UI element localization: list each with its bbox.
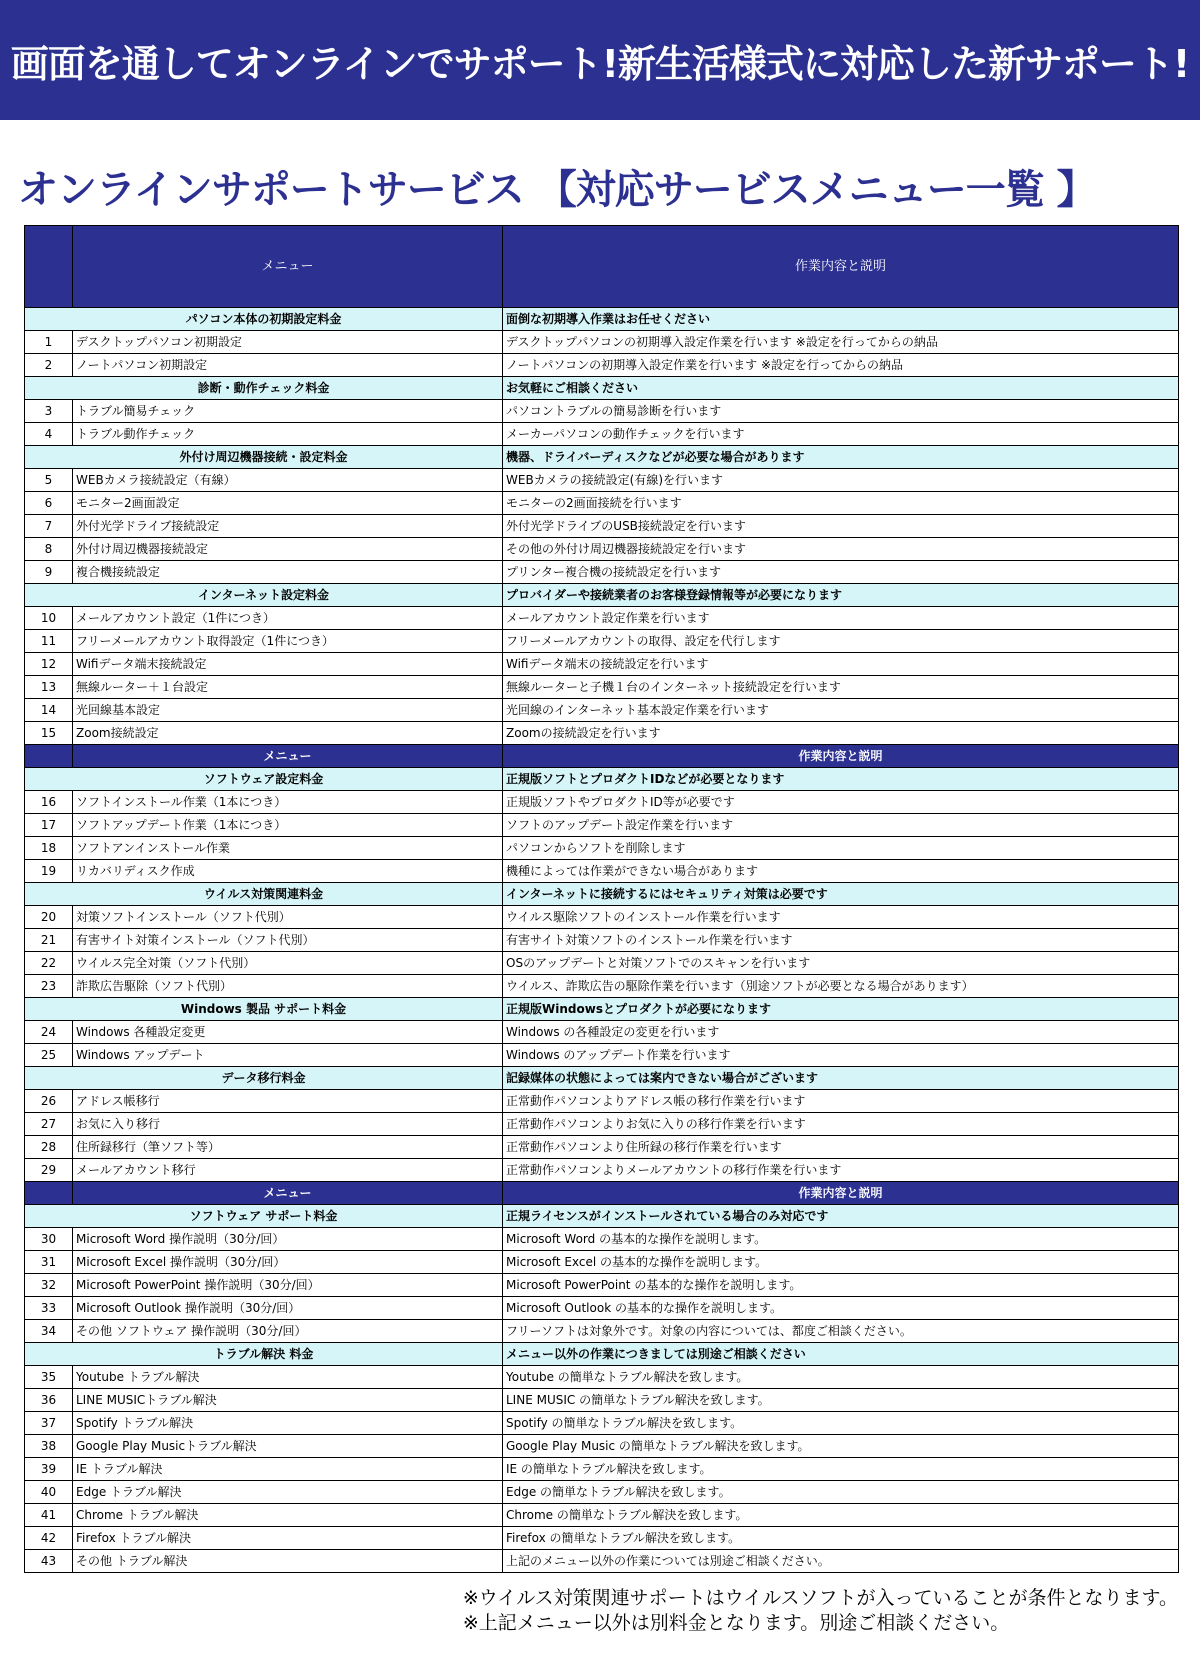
item-number: 37: [25, 1412, 73, 1435]
table-row: [25, 1550, 1179, 1573]
table-row: [25, 607, 1179, 630]
item-desc: モニターの2画面接続を行います: [503, 492, 1179, 515]
item-number: 15: [25, 722, 73, 745]
table-row: [25, 538, 1179, 561]
category-name: Windows 製品 サポート料金: [25, 998, 503, 1021]
table-row: [25, 515, 1179, 538]
item-number: 43: [25, 1550, 73, 1573]
table-row: [25, 1297, 1179, 1320]
item-desc: 外付光学ドライブのUSB接続設定を行います: [503, 515, 1179, 538]
item-desc: 光回線のインターネット基本設定作業を行います: [503, 699, 1179, 722]
subheader-number-cell: [25, 745, 73, 768]
item-menu: 住所録移行（筆ソフト等）: [73, 1136, 503, 1159]
category-name: パソコン本体の初期設定料金: [25, 308, 503, 331]
item-number: 3: [25, 400, 73, 423]
item-number: 14: [25, 699, 73, 722]
item-number: 31: [25, 1251, 73, 1274]
category-name: 外付け周辺機器接続・設定料金: [25, 446, 503, 469]
header-number-cell: [25, 226, 73, 308]
table-row: [25, 1458, 1179, 1481]
item-desc: ウイルス、詐欺広告の駆除作業を行います（別途ソフトが必要となる場合があります）: [503, 975, 1179, 998]
table-row: [25, 1527, 1179, 1550]
header-menu-cell: メニュー: [73, 226, 503, 308]
item-desc: IE の簡単なトラブル解決を致します。: [503, 1458, 1179, 1481]
subheader-desc-cell: 作業内容と説明: [503, 745, 1179, 768]
item-menu: WEBカメラ接続設定（有線）: [73, 469, 503, 492]
item-number: 23: [25, 975, 73, 998]
item-menu: Microsoft Outlook 操作説明（30分/回）: [73, 1297, 503, 1320]
table-row: [25, 860, 1179, 883]
item-menu: Google Play Musicトラブル解決: [73, 1435, 503, 1458]
item-desc: フリーメールアカウントの取得、設定を代行します: [503, 630, 1179, 653]
table-row: [25, 676, 1179, 699]
item-number: 7: [25, 515, 73, 538]
subheader-menu-cell: メニュー: [73, 745, 503, 768]
table-row: [25, 423, 1179, 446]
item-menu: IE トラブル解決: [73, 1458, 503, 1481]
table-row: [25, 837, 1179, 860]
table-row: [25, 1021, 1179, 1044]
item-menu: Zoom接続設定: [73, 722, 503, 745]
item-desc: パソコンからソフトを削除します: [503, 837, 1179, 860]
item-menu: 対策ソフトインストール（ソフト代別）: [73, 906, 503, 929]
footnote-virus: ※ウイルス対策関連サポートはウイルスソフトが入っていることが条件となります。: [462, 1587, 1178, 1609]
item-number: 40: [25, 1481, 73, 1504]
item-number: 32: [25, 1274, 73, 1297]
item-desc: LINE MUSIC の簡単なトラブル解決を致します。: [503, 1389, 1179, 1412]
table-row: [25, 722, 1179, 745]
item-desc: WEBカメラの接続設定(有線)を行います: [503, 469, 1179, 492]
category-name: ソフトウェア サポート料金: [25, 1205, 503, 1228]
table-row: [25, 1366, 1179, 1389]
item-desc: ソフトのアップデート設定作業を行います: [503, 814, 1179, 837]
item-number: 25: [25, 1044, 73, 1067]
item-desc: Edge の簡単なトラブル解決を致します。: [503, 1481, 1179, 1504]
table-row: [25, 1228, 1179, 1251]
banner-title: 画面を通してオンラインでサポート!新生活様式に対応した新サポート!: [10, 41, 1190, 86]
category-row: [25, 1205, 1179, 1228]
item-desc: ノートパソコンの初期導入設定作業を行います ※設定を行ってからの納品: [503, 354, 1179, 377]
category-desc: メニュー以外の作業につきましては別途ご相談ください: [503, 1343, 1179, 1366]
item-menu: 外付光学ドライブ接続設定: [73, 515, 503, 538]
item-menu: モニター2画面設定: [73, 492, 503, 515]
item-number: 5: [25, 469, 73, 492]
category-name: ウイルス対策関連料金: [25, 883, 503, 906]
item-menu: Windows アップデート: [73, 1044, 503, 1067]
item-desc: Microsoft Excel の基本的な操作を説明します。: [503, 1251, 1179, 1274]
top-banner: [0, 0, 1200, 120]
item-menu: Microsoft PowerPoint 操作説明（30分/回）: [73, 1274, 503, 1297]
item-menu: ノートパソコン初期設定: [73, 354, 503, 377]
item-desc: Windows のアップデート作業を行います: [503, 1044, 1179, 1067]
item-menu: アドレス帳移行: [73, 1090, 503, 1113]
item-desc: メーカーパソコンの動作チェックを行います: [503, 423, 1179, 446]
item-desc: 正規版ソフトやプロダクトID等が必要です: [503, 791, 1179, 814]
table-row: [25, 1435, 1179, 1458]
item-number: 2: [25, 354, 73, 377]
item-desc: Zoomの接続設定を行います: [503, 722, 1179, 745]
table-row: [25, 791, 1179, 814]
category-row: [25, 768, 1179, 791]
item-number: 33: [25, 1297, 73, 1320]
item-menu: 光回線基本設定: [73, 699, 503, 722]
item-menu: 詐欺広告駆除（ソフト代別）: [73, 975, 503, 998]
table-row: [25, 1320, 1179, 1343]
category-desc: 面倒な初期導入作業はお任せください: [503, 308, 1179, 331]
item-desc: パソコントラブルの簡易診断を行います: [503, 400, 1179, 423]
item-menu: Microsoft Word 操作説明（30分/回）: [73, 1228, 503, 1251]
item-desc: 正常動作パソコンよりメールアカウントの移行作業を行います: [503, 1159, 1179, 1182]
item-number: 17: [25, 814, 73, 837]
item-number: 35: [25, 1366, 73, 1389]
item-number: 10: [25, 607, 73, 630]
item-desc: Spotify の簡単なトラブル解決を致します。: [503, 1412, 1179, 1435]
item-desc: Microsoft Outlook の基本的な操作を説明します。: [503, 1297, 1179, 1320]
item-desc: その他の外付け周辺機器接続設定を行います: [503, 538, 1179, 561]
item-number: 1: [25, 331, 73, 354]
table-row: [25, 653, 1179, 676]
item-desc: 機種によっては作業ができない場合があります: [503, 860, 1179, 883]
category-desc: 正規ライセンスがインストールされている場合のみ対応です: [503, 1205, 1179, 1228]
item-menu: ソフトアンインストール作業: [73, 837, 503, 860]
item-desc: Google Play Music の簡単なトラブル解決を致します。: [503, 1435, 1179, 1458]
item-desc: Wifiデータ端末の接続設定を行います: [503, 653, 1179, 676]
item-menu: 有害サイト対策インストール（ソフト代別）: [73, 929, 503, 952]
item-menu: LINE MUSICトラブル解決: [73, 1389, 503, 1412]
table-row: [25, 492, 1179, 515]
table-row: [25, 469, 1179, 492]
item-number: 13: [25, 676, 73, 699]
item-desc: 上記のメニュー以外の作業については別途ご相談ください。: [503, 1550, 1179, 1573]
subheader-number-cell: [25, 1182, 73, 1205]
table-row: [25, 1113, 1179, 1136]
category-name: データ移行料金: [25, 1067, 503, 1090]
item-number: 26: [25, 1090, 73, 1113]
item-menu: 複合機接続設定: [73, 561, 503, 584]
item-menu: その他 トラブル解決: [73, 1550, 503, 1573]
table-subheader-row: [25, 1182, 1179, 1205]
service-menu-table: [24, 225, 1179, 1573]
table-row: [25, 1159, 1179, 1182]
item-menu: お気に入り移行: [73, 1113, 503, 1136]
item-menu: その他 ソフトウェア 操作説明（30分/回）: [73, 1320, 503, 1343]
category-desc: 正規版Windowsとプロダクトが必要になります: [503, 998, 1179, 1021]
item-menu: ウイルス完全対策（ソフト代別）: [73, 952, 503, 975]
item-menu: デスクトップパソコン初期設定: [73, 331, 503, 354]
item-number: 29: [25, 1159, 73, 1182]
item-menu: メールアカウント設定（1件につき）: [73, 607, 503, 630]
category-desc: お気軽にご相談ください: [503, 377, 1179, 400]
item-menu: ソフトインストール作業（1本につき）: [73, 791, 503, 814]
item-menu: トラブル動作チェック: [73, 423, 503, 446]
table-subheader-row: [25, 745, 1179, 768]
table-row: [25, 561, 1179, 584]
table-row: [25, 400, 1179, 423]
table-row: [25, 331, 1179, 354]
item-desc: フリーソフトは対象外です。対象の内容については、都度ご相談ください。: [503, 1320, 1179, 1343]
item-menu: Microsoft Excel 操作説明（30分/回）: [73, 1251, 503, 1274]
item-desc: Microsoft Word の基本的な操作を説明します。: [503, 1228, 1179, 1251]
header-desc-cell: 作業内容と説明: [503, 226, 1179, 308]
item-number: 16: [25, 791, 73, 814]
table-row: [25, 1389, 1179, 1412]
category-row: [25, 308, 1179, 331]
table-row: [25, 975, 1179, 998]
item-number: 24: [25, 1021, 73, 1044]
item-number: 11: [25, 630, 73, 653]
item-desc: 有害サイト対策ソフトのインストール作業を行います: [503, 929, 1179, 952]
item-desc: ウイルス駆除ソフトのインストール作業を行います: [503, 906, 1179, 929]
table-row: [25, 1412, 1179, 1435]
category-row: [25, 584, 1179, 607]
item-number: 39: [25, 1458, 73, 1481]
table-row: [25, 354, 1179, 377]
category-desc: プロバイダーや接続業者のお客様登録情報等が必要になります: [503, 584, 1179, 607]
table-row: [25, 929, 1179, 952]
item-number: 6: [25, 492, 73, 515]
table-row: [25, 906, 1179, 929]
item-number: 20: [25, 906, 73, 929]
item-desc: Youtube の簡単なトラブル解決を致します。: [503, 1366, 1179, 1389]
item-number: 22: [25, 952, 73, 975]
item-menu: Firefox トラブル解決: [73, 1527, 503, 1550]
item-number: 41: [25, 1504, 73, 1527]
item-desc: メールアカウント設定作業を行います: [503, 607, 1179, 630]
item-number: 38: [25, 1435, 73, 1458]
item-number: 19: [25, 860, 73, 883]
category-row: [25, 377, 1179, 400]
item-menu: Chrome トラブル解決: [73, 1504, 503, 1527]
item-desc: 正常動作パソコンよりアドレス帳の移行作業を行います: [503, 1090, 1179, 1113]
table-row: [25, 952, 1179, 975]
item-desc: デスクトップパソコンの初期導入設定作業を行います ※設定を行ってからの納品: [503, 331, 1179, 354]
footnote-other: ※上記メニュー以外は別料金となります。別途ご相談ください。: [462, 1612, 1010, 1634]
category-row: [25, 1067, 1179, 1090]
item-number: 9: [25, 561, 73, 584]
item-menu: ソフトアップデート作業（1本につき）: [73, 814, 503, 837]
item-number: 4: [25, 423, 73, 446]
table-row: [25, 1274, 1179, 1297]
table-row: [25, 1481, 1179, 1504]
category-desc: 正規版ソフトとプロダクトIDなどが必要となります: [503, 768, 1179, 791]
item-number: 28: [25, 1136, 73, 1159]
item-menu: メールアカウント移行: [73, 1159, 503, 1182]
table-row: [25, 699, 1179, 722]
category-name: トラブル解決 料金: [25, 1343, 503, 1366]
item-menu: リカバリディスク作成: [73, 860, 503, 883]
category-name: 診断・動作チェック料金: [25, 377, 503, 400]
table-row: [25, 814, 1179, 837]
item-number: 36: [25, 1389, 73, 1412]
item-menu: Edge トラブル解決: [73, 1481, 503, 1504]
table-row: [25, 1504, 1179, 1527]
item-number: 21: [25, 929, 73, 952]
item-desc: Chrome の簡単なトラブル解決を致します。: [503, 1504, 1179, 1527]
item-desc: 正常動作パソコンより住所録の移行作業を行います: [503, 1136, 1179, 1159]
page-title: オンラインサポートサービス 【対応サービスメニュー一覧 】: [18, 167, 1096, 213]
item-desc: Microsoft PowerPoint の基本的な操作を説明します。: [503, 1274, 1179, 1297]
category-row: [25, 998, 1179, 1021]
table-row: [25, 1090, 1179, 1113]
subheader-desc-cell: 作業内容と説明: [503, 1182, 1179, 1205]
table-row: [25, 1251, 1179, 1274]
category-row: [25, 883, 1179, 906]
item-menu: Windows 各種設定変更: [73, 1021, 503, 1044]
category-desc: 機器、ドライバーディスクなどが必要な場合があります: [503, 446, 1179, 469]
item-number: 12: [25, 653, 73, 676]
item-menu: Spotify トラブル解決: [73, 1412, 503, 1435]
category-row: [25, 1343, 1179, 1366]
item-desc: 正常動作パソコンよりお気に入りの移行作業を行います: [503, 1113, 1179, 1136]
item-number: 27: [25, 1113, 73, 1136]
table-row: [25, 1044, 1179, 1067]
table-header-row: [25, 226, 1179, 308]
category-name: ソフトウェア設定料金: [25, 768, 503, 791]
category-row: [25, 446, 1179, 469]
subheader-menu-cell: メニュー: [73, 1182, 503, 1205]
item-menu: 外付け周辺機器接続設定: [73, 538, 503, 561]
category-name: インターネット設定料金: [25, 584, 503, 607]
item-number: 42: [25, 1527, 73, 1550]
category-desc: インターネットに接続するにはセキュリティ対策は必要です: [503, 883, 1179, 906]
item-number: 30: [25, 1228, 73, 1251]
item-menu: Wifiデータ端末接続設定: [73, 653, 503, 676]
item-number: 34: [25, 1320, 73, 1343]
item-menu: フリーメールアカウント取得設定（1件につき）: [73, 630, 503, 653]
item-desc: Firefox の簡単なトラブル解決を致します。: [503, 1527, 1179, 1550]
item-desc: Windows の各種設定の変更を行います: [503, 1021, 1179, 1044]
table-row: [25, 1136, 1179, 1159]
category-desc: 記録媒体の状態によっては案内できない場合がございます: [503, 1067, 1179, 1090]
item-menu: トラブル簡易チェック: [73, 400, 503, 423]
item-desc: 無線ルーターと子機１台のインターネット接続設定を行います: [503, 676, 1179, 699]
service-menu-table-body: [25, 226, 1179, 1573]
item-desc: OSのアップデートと対策ソフトでのスキャンを行います: [503, 952, 1179, 975]
table-row: [25, 630, 1179, 653]
item-menu: Youtube トラブル解決: [73, 1366, 503, 1389]
item-number: 18: [25, 837, 73, 860]
item-number: 8: [25, 538, 73, 561]
item-desc: プリンター複合機の接続設定を行います: [503, 561, 1179, 584]
item-menu: 無線ルーター＋１台設定: [73, 676, 503, 699]
footnotes: [463, 1586, 1178, 1636]
